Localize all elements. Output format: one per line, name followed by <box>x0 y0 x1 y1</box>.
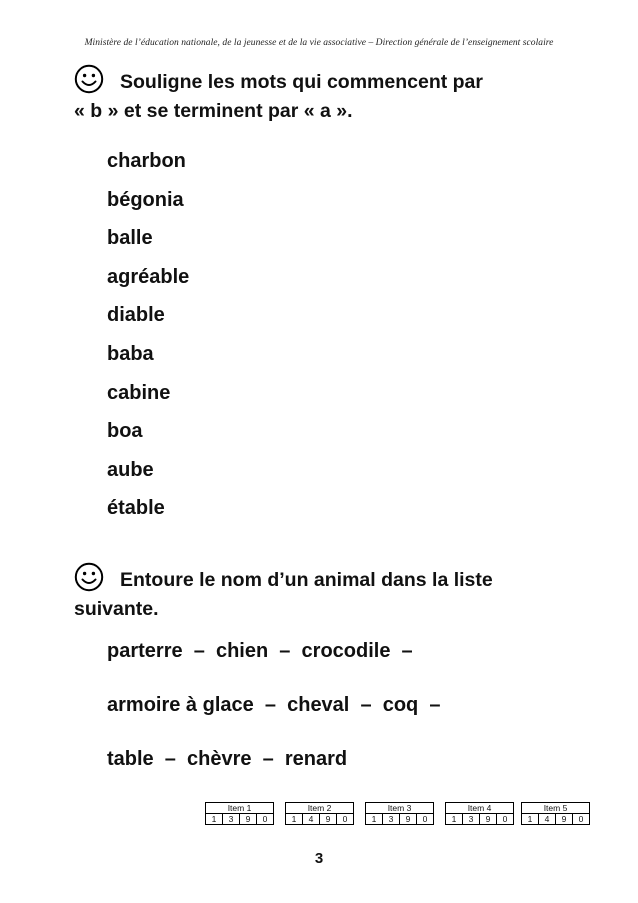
item-code[interactable]: 9 <box>400 814 417 824</box>
item-code[interactable]: 9 <box>556 814 573 824</box>
item-code[interactable]: 9 <box>320 814 337 824</box>
item-code[interactable]: 1 <box>206 814 223 824</box>
item-code[interactable]: 9 <box>240 814 257 824</box>
item-label: Item 1 <box>205 802 274 814</box>
word-item[interactable]: aube <box>107 458 154 481</box>
item-label: Item 3 <box>365 802 434 814</box>
item-code[interactable]: 4 <box>303 814 320 824</box>
item-code[interactable]: 4 <box>539 814 556 824</box>
word-list <box>107 142 189 528</box>
item-code[interactable]: 1 <box>366 814 383 824</box>
item-box <box>521 802 590 825</box>
item-code[interactable]: 9 <box>480 814 497 824</box>
item-code[interactable]: 0 <box>502 814 508 824</box>
item-label: Item 5 <box>521 802 590 814</box>
exercise-2-instruction <box>74 562 594 624</box>
word-item[interactable]: baba <box>107 342 154 365</box>
item-code[interactable]: 3 <box>383 814 400 824</box>
animal-list-line[interactable]: table – chèvre – renard <box>107 748 348 770</box>
item-box <box>365 802 434 825</box>
animal-list-line[interactable]: parterre – chien – crocodile – <box>107 640 413 662</box>
item-box <box>285 802 354 825</box>
word-item[interactable]: diable <box>107 304 165 327</box>
exercise-2-line-2: suivante. <box>74 598 159 620</box>
word-item[interactable]: bégonia <box>107 188 184 211</box>
item-code[interactable]: 1 <box>522 814 539 824</box>
item-codes <box>205 802 605 826</box>
exercise-1-line-1: Souligne les mots qui commencent par <box>120 71 483 93</box>
item-code[interactable]: 3 <box>463 814 480 824</box>
smiley-icon <box>74 562 104 592</box>
item-box <box>445 802 514 825</box>
exercise-1-instruction <box>74 64 594 126</box>
item-code[interactable]: 0 <box>578 814 584 824</box>
word-item[interactable]: cabine <box>107 381 171 404</box>
word-item[interactable]: balle <box>107 227 153 250</box>
word-item[interactable]: étable <box>107 497 165 520</box>
word-item[interactable]: agréable <box>107 265 190 288</box>
exercise-1-line-2: « b » et se terminent par « a ». <box>74 100 353 122</box>
exercise-2-line-1: Entoure le nom d’un animal dans la liste <box>120 569 493 591</box>
smiley-icon <box>74 64 104 94</box>
item-code[interactable]: 0 <box>422 814 428 824</box>
item-label: Item 4 <box>445 802 514 814</box>
item-code[interactable]: 1 <box>286 814 303 824</box>
item-box <box>205 802 274 825</box>
word-item[interactable]: charbon <box>107 150 186 172</box>
item-code[interactable]: 0 <box>262 814 268 824</box>
word-item[interactable]: boa <box>107 420 143 443</box>
animal-list-line[interactable]: armoire à glace – cheval – coq – <box>107 694 441 716</box>
item-label: Item 2 <box>285 802 354 814</box>
item-code[interactable]: 3 <box>223 814 240 824</box>
page-number: 3 <box>314 850 324 867</box>
item-code[interactable]: 1 <box>446 814 463 824</box>
page-header: Ministère de l’éducation nationale, de la jeunesse et de la vie associative – Direction générale de l’enseignement scolaire <box>84 38 554 48</box>
item-code[interactable]: 0 <box>342 814 348 824</box>
